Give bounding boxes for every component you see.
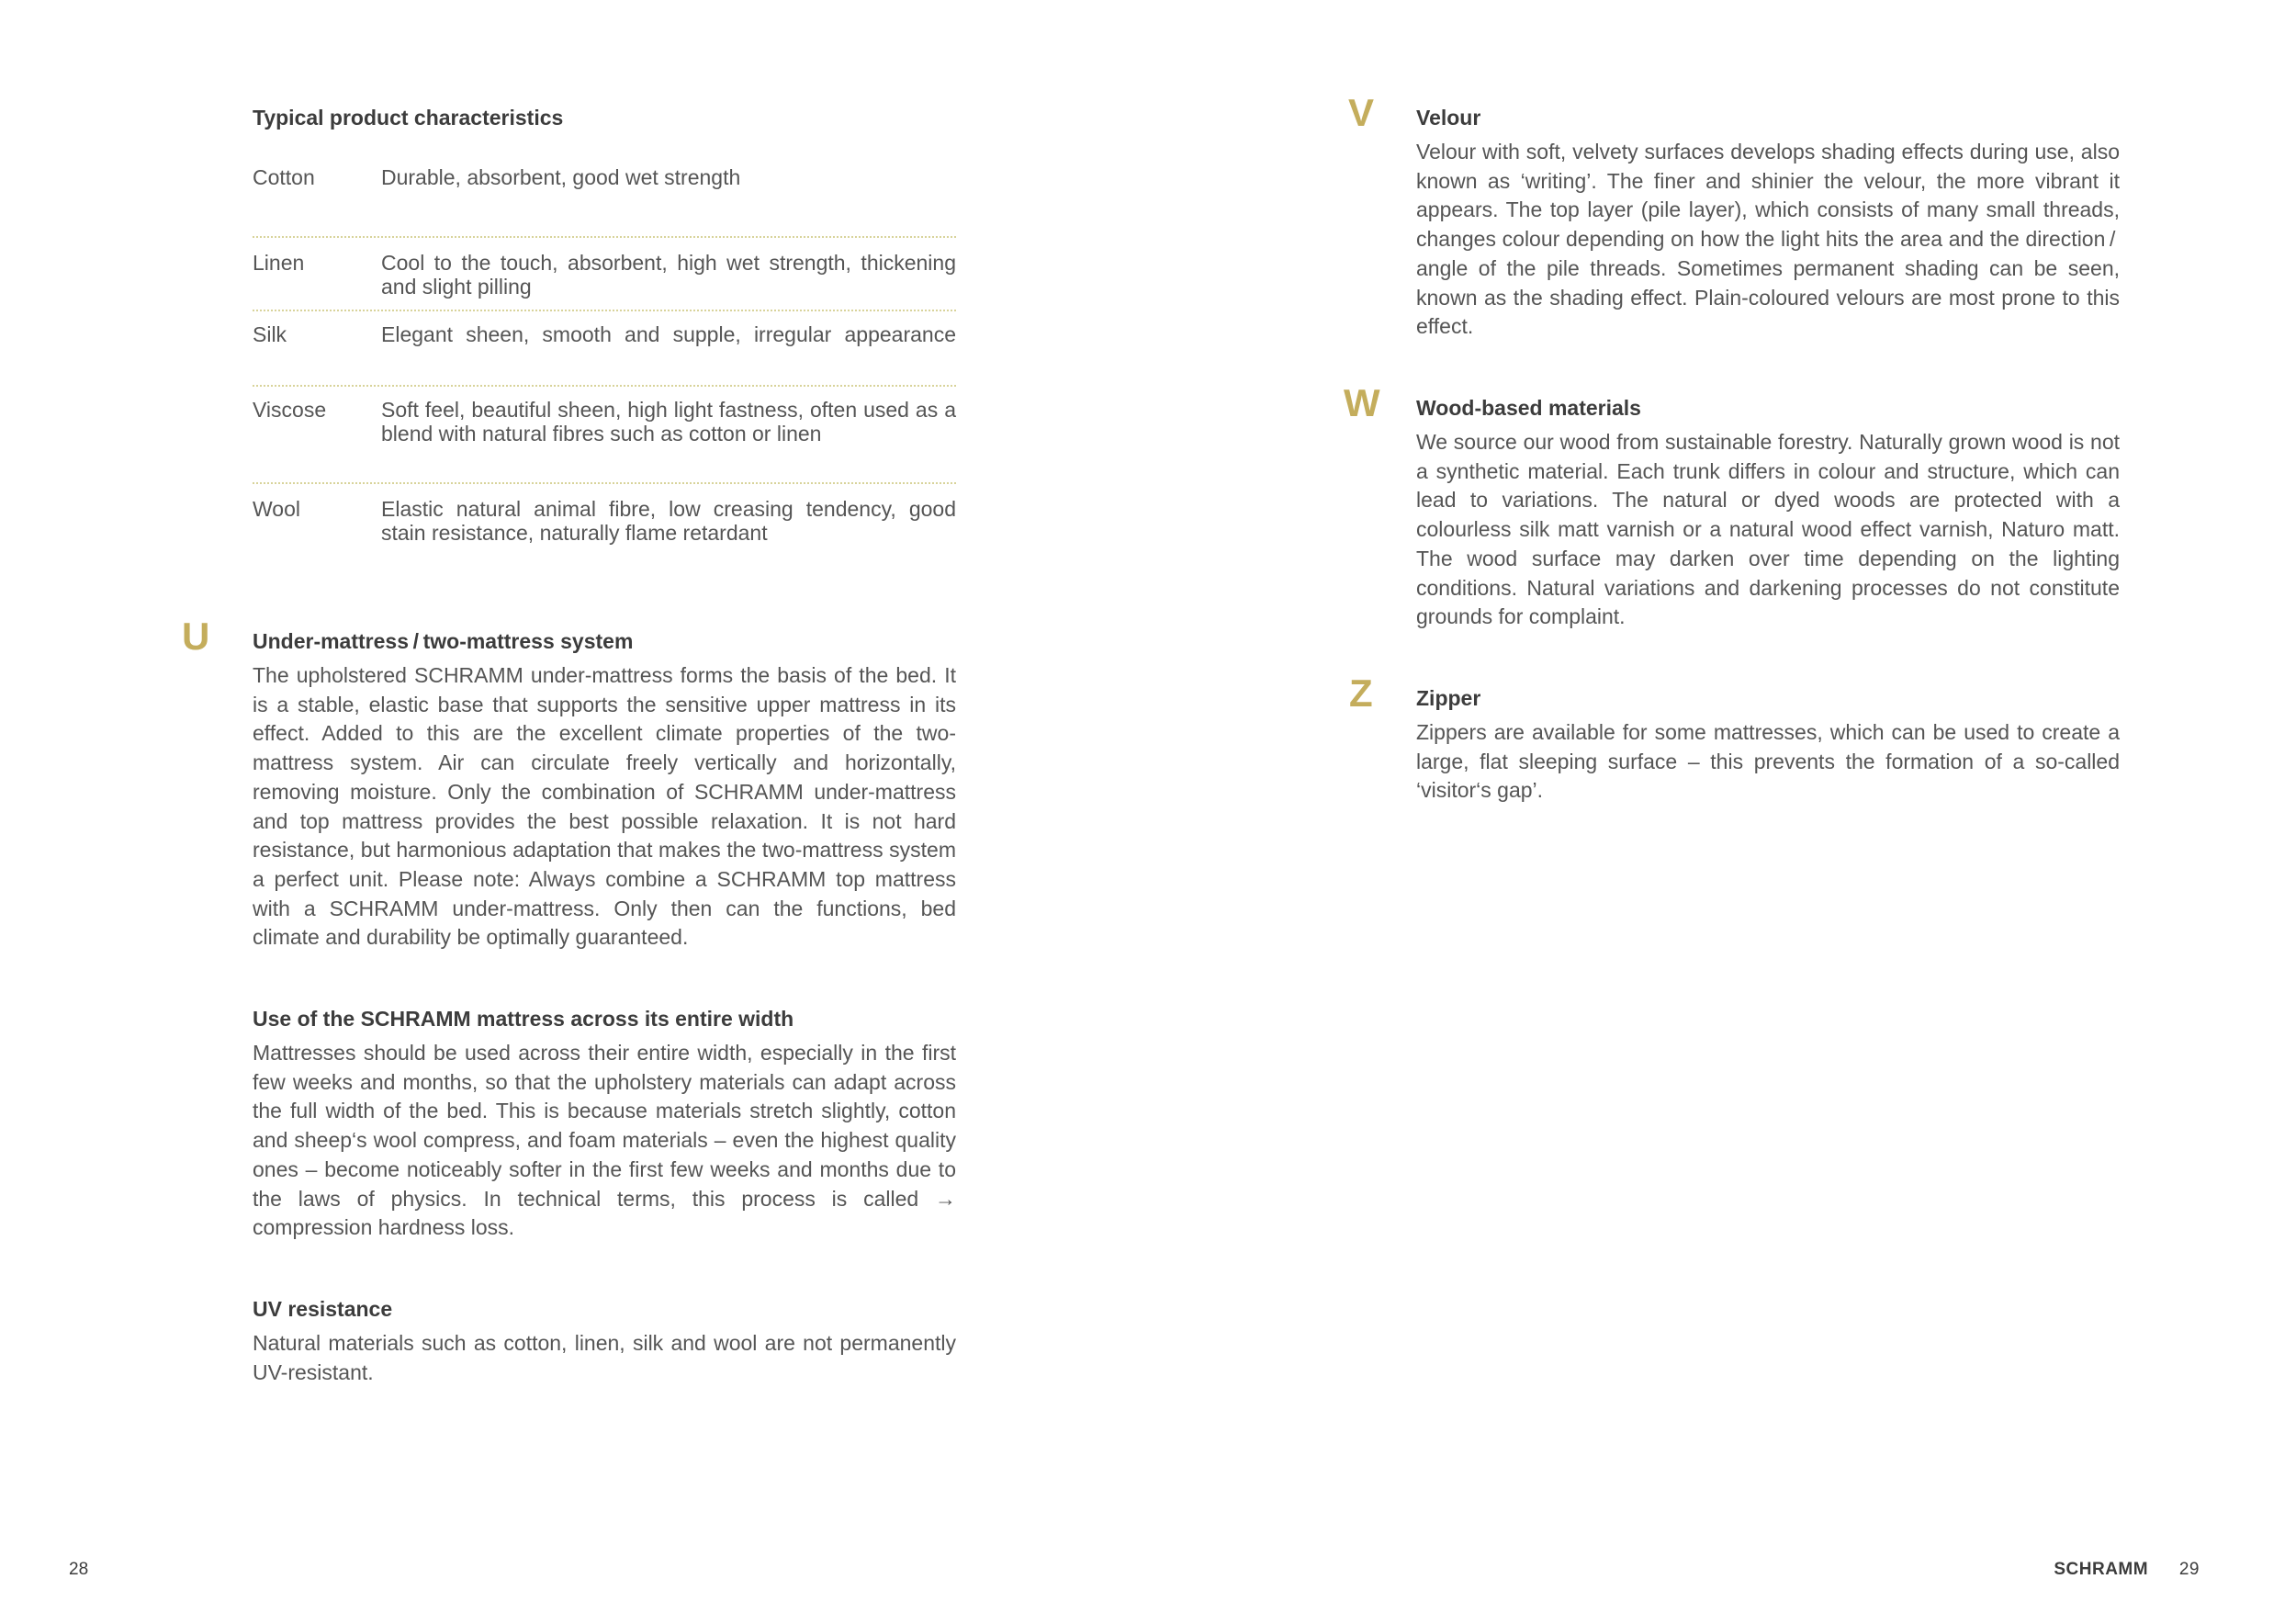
- section-u-entries: [253, 626, 956, 1387]
- row-description: Elastic natural animal fibre, low creasing tendency, good stain resistance, naturally flame retardant: [381, 497, 956, 545]
- row-description: Elegant sheen, smooth and supple, irregular appearance: [381, 322, 956, 346]
- entry-text: Mattresses should be used across their entire width, especially in the first few weeks and months, so that the upholstery materials can adapt across the full width of the bed. This is because materials stretch slightly, cotton and sheep‘s wool compress, and foam materials – even the highest quality ones – become noticeably softer in the first few weeks and months due to the laws of physics. In technical terms, this process is called → compression hardness loss.: [253, 1041, 956, 1240]
- entry-text: Natural materials such as cotton, linen, silk and wool are not permanently UV-resistant.: [253, 1330, 956, 1384]
- row-term: Wool: [253, 497, 300, 521]
- brand-name: SCHRAMM: [2054, 1560, 2149, 1579]
- row-term: Linen: [253, 251, 305, 275]
- entry-entire-width: [253, 1004, 956, 1243]
- row-term: Viscose: [253, 398, 327, 422]
- entry-heading: Zipper: [1416, 686, 1481, 710]
- section-v-velour: [1416, 103, 2120, 342]
- entry-heading: Use of the SCHRAMM mattress across its entire width: [253, 1007, 794, 1032]
- entry-text: Zippers are available for some mattresses, which can be used to create a large, flat sleeping surface – this prevents the formation of a so-called ‘visitor‘s gap’.: [1416, 720, 2120, 803]
- entry-text: The upholstered SCHRAMM under-mattress forms the basis of the bed. It is a stable, elastic base that supports the sensitive upper mattress in its effect. Added to this are the excellent climate properties of the two-mattress system. Air can circulate freely vertically and horizontally, removing moisture. Only the combination of SCHRAMM under-mattress and top mattress provides the best possible relaxation. It is not hard resistance, but harmonious adaptation that makes the two-mattress system a perfect unit. Please note: Always combine a SCHRAMM top mattress with a SCHRAMM under-mattress. Only then can the functions, bed climate and durability be optimally guaranteed.: [253, 663, 956, 950]
- left-page-column: [253, 103, 956, 556]
- section-w-wood: [1416, 393, 2120, 632]
- characteristics-heading: Typical product characteristics: [253, 106, 564, 130]
- table-row: [253, 482, 956, 556]
- section-letter-w: W: [1344, 381, 1380, 424]
- entry-text: Velour with soft, velvety surfaces develops shading effects during use, also known as ‘writing’. The finer and shinier the velour, the more vibrant it appears. The top layer (pile layer), which consists of many small threads, changes colour depending on how the light hits the area and the direction / angle of the pile threads. Sometimes permanent shading can be seen, known as the shading effect. Plain-coloured velours are most prone to this effect.: [1416, 140, 2120, 339]
- entry-text: We source our wood from sustainable forestry. Naturally grown wood is not a synthetic material. Each trunk differs in colour and structure, which can lead to variations. The natural or dyed woods are protected with a colourless silk matt varnish or a natural wood effect varnish, Naturo matt. The wood surface may darken over time depending on the lighting conditions. Natural variations and darkening processes do not constitute grounds for complaint.: [1416, 430, 2120, 629]
- entry-heading: Wood-based materials: [1416, 396, 1641, 420]
- entry-under-mattress: [253, 626, 956, 953]
- table-row: [253, 165, 956, 236]
- page-number-left: 28: [69, 1560, 89, 1579]
- section-letter-u: U: [182, 615, 210, 658]
- row-term: Cotton: [253, 165, 315, 189]
- section-letter-v: V: [1348, 91, 1375, 134]
- section-z-zipper: [1416, 683, 2120, 806]
- page-number-right: 29: [2178, 1560, 2200, 1579]
- table-row: [253, 310, 956, 385]
- table-row: [253, 385, 956, 482]
- entry-uv-resistance: [253, 1294, 956, 1387]
- entry-heading: Under-mattress / two-mattress system: [253, 629, 634, 653]
- characteristics-table: [253, 165, 956, 556]
- brand-logo: [2054, 1560, 2200, 1580]
- entry-heading: Velour: [1416, 106, 1481, 130]
- row-term: Silk: [253, 322, 287, 346]
- entry-heading: UV resistance: [253, 1296, 393, 1321]
- row-description: Soft feel, beautiful sheen, high light fastness, often used as a blend with natural fibres such as cotton or linen: [381, 398, 956, 445]
- section-letter-z: Z: [1349, 671, 1373, 715]
- table-row: [253, 236, 956, 310]
- row-description: Durable, absorbent, good wet strength: [381, 165, 741, 189]
- row-description: Cool to the touch, absorbent, high wet strength, thickening and slight pilling: [381, 251, 956, 299]
